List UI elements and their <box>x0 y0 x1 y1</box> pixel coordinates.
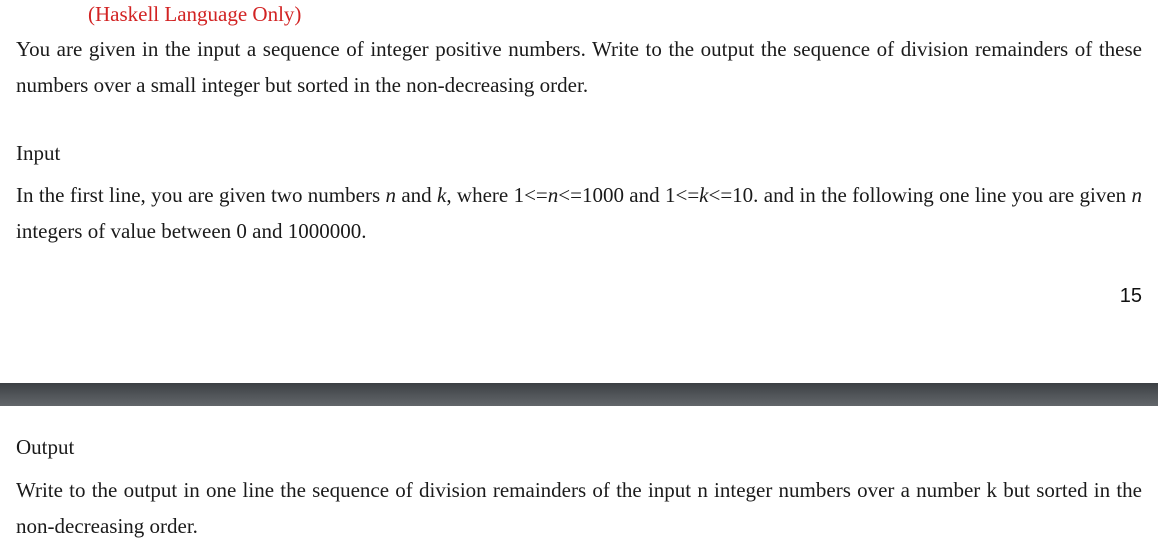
var-n: n <box>1131 183 1142 207</box>
language-note: (Haskell Language Only) <box>88 2 302 26</box>
input-description: In the first line, you are given two numbers n and k, where 1<=n<=1000 and 1<=k<=10. and in the following one line you are given n integers of value between 0 and 1000000. <box>16 183 1142 243</box>
output-heading: Output <box>16 435 75 459</box>
problem-description: You are given in the input a sequence of integer positive numbers. Write to the output the sequence of division remainders of these numbers over a small integer but sorted in the non-decreasing order. <box>16 37 1142 97</box>
var-n: n <box>547 183 559 207</box>
input-heading: Input <box>16 141 61 165</box>
var-n: n <box>385 183 396 207</box>
var-k: k <box>699 183 709 207</box>
page-number: 15 <box>1119 285 1142 307</box>
var-k: k <box>437 183 447 207</box>
page-break-divider <box>0 383 1158 406</box>
output-description: Write to the output in one line the sequence of division remainders of the input n integer numbers over a number k but sorted in the non-decreasing order. <box>16 478 1142 538</box>
